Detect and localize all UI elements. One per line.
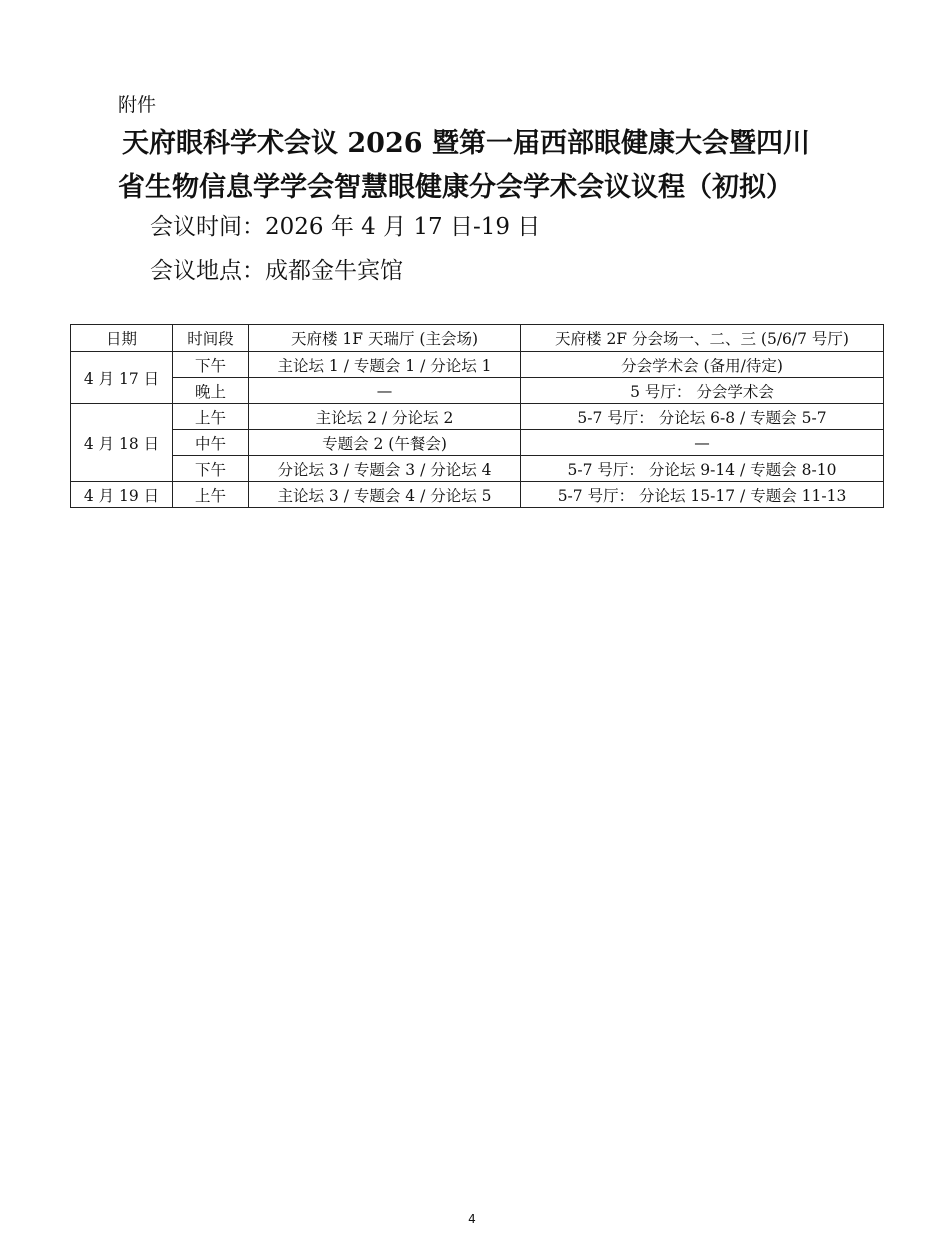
table-row xyxy=(71,352,884,378)
main-venue-cell: 主论坛 1 / 专题会 1 / 分论坛 1 xyxy=(249,352,521,378)
main-venue-cell: 主论坛 3 / 专题会 4 / 分论坛 5 xyxy=(249,482,521,508)
main-venue-cell: 专题会 2 (午餐会) xyxy=(249,430,521,456)
time-slot-cell: 上午 xyxy=(173,404,249,430)
table-row xyxy=(71,456,884,482)
time-slot-cell: 下午 xyxy=(173,456,249,482)
sub-venue-cell: — xyxy=(521,430,884,456)
table-row xyxy=(71,378,884,404)
main-venue-cell: 分论坛 3 / 专题会 3 / 分论坛 4 xyxy=(249,456,521,482)
meeting-place: 会议地点：成都金牛宾馆 xyxy=(150,258,403,284)
title-line-1: 天府眼科学术会议 2026 暨第一届西部眼健康大会暨四川 xyxy=(122,128,810,159)
document-title xyxy=(118,122,878,210)
sub-venue-cell: 5-7 号厅： 分论坛 9-14 / 专题会 8-10 xyxy=(521,456,884,482)
page-number: 4 xyxy=(468,1212,476,1226)
header-sub-venue: 天府楼 2F 分会场一、二、三 (5/6/7 号厅) xyxy=(521,325,884,352)
header-date: 日期 xyxy=(71,325,173,352)
title-line-2: 省生物信息学学会智慧眼健康分会学术会议议程（初拟） xyxy=(118,172,793,203)
schedule-table xyxy=(70,324,884,508)
sub-venue-cell: 分会学术会 (备用/待定) xyxy=(521,352,884,378)
table-row xyxy=(71,404,884,430)
date-cell: 4 月 18 日 xyxy=(71,404,173,482)
meeting-time: 会议时间：2026 年 4 月 17 日-19 日 xyxy=(150,214,541,240)
main-venue-cell: — xyxy=(249,378,521,404)
date-cell: 4 月 19 日 xyxy=(71,482,173,508)
main-venue-cell: 主论坛 2 / 分论坛 2 xyxy=(249,404,521,430)
time-slot-cell: 中午 xyxy=(173,430,249,456)
time-slot-cell: 上午 xyxy=(173,482,249,508)
time-slot-cell: 下午 xyxy=(173,352,249,378)
date-cell: 4 月 17 日 xyxy=(71,352,173,404)
attachment-label: 附件 xyxy=(118,94,157,116)
table-header-row xyxy=(71,325,884,352)
sub-venue-cell: 5 号厅： 分会学术会 xyxy=(521,378,884,404)
table-row xyxy=(71,430,884,456)
header-time-slot: 时间段 xyxy=(173,325,249,352)
sub-venue-cell: 5-7 号厅： 分论坛 6-8 / 专题会 5-7 xyxy=(521,404,884,430)
time-slot-cell: 晚上 xyxy=(173,378,249,404)
table-row xyxy=(71,482,884,508)
sub-venue-cell: 5-7 号厅： 分论坛 15-17 / 专题会 11-13 xyxy=(521,482,884,508)
header-main-venue: 天府楼 1F 天瑞厅 (主会场) xyxy=(249,325,521,352)
